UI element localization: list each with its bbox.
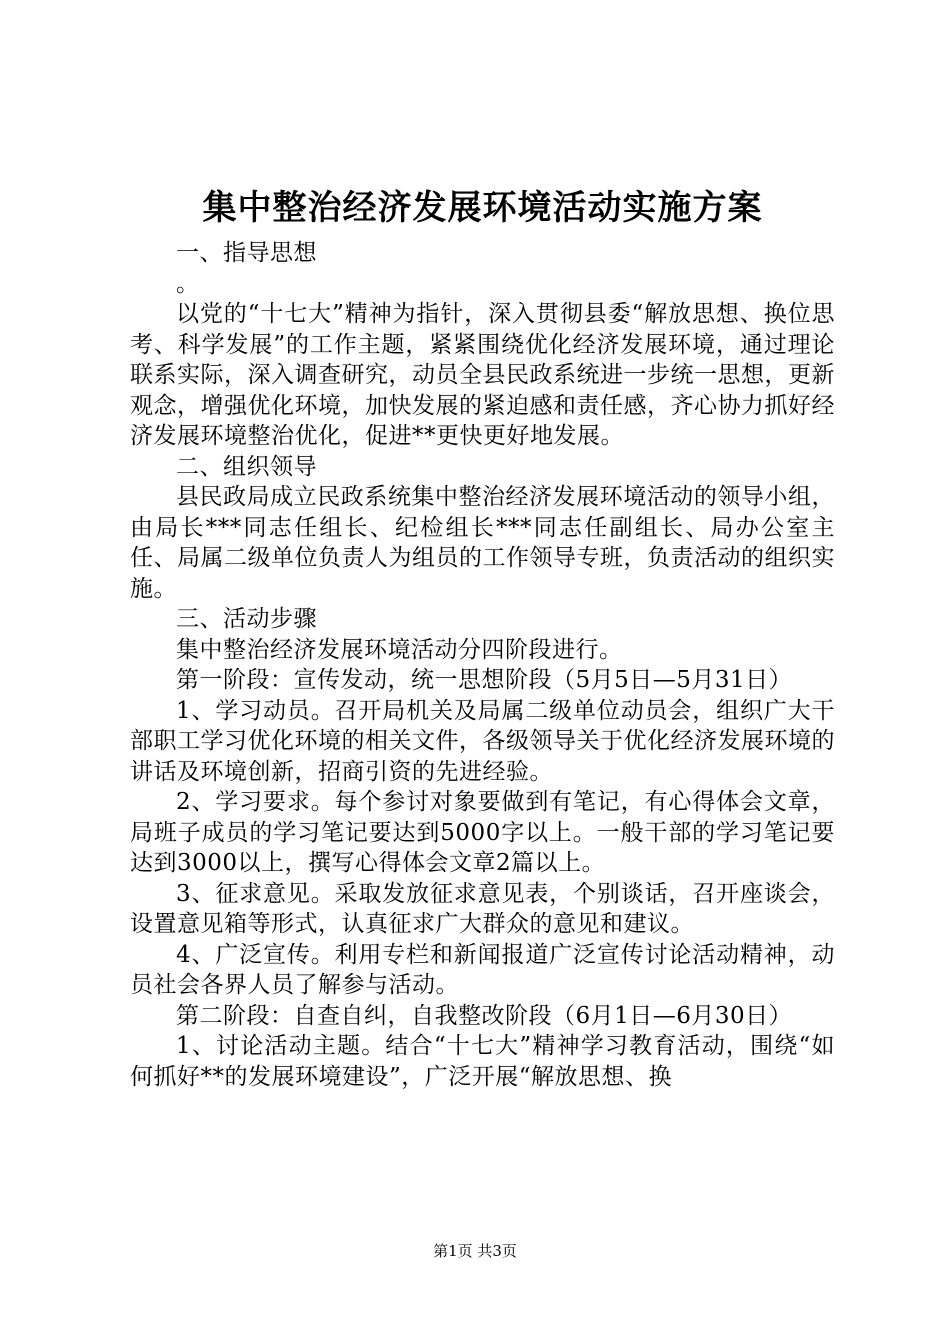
- paragraph: 2、学习要求。每个参讨对象要做到有笔记，有心得体会文章，局班子成员的学习笔记要达到5000字以上。一般干部的学习笔记要达到3000以上，撰写心得体会文章2篇以上。: [130, 789, 835, 876]
- page-footer: 第1页 共3页: [433, 1242, 517, 1260]
- paragraph: 以党的“十七大”精神为指针，深入贯彻县委“解放思想、换位思考、科学发展”的工作主题，紧紧围绕优化经济发展环境，通过理论联系实际，深入调查研究，动员全县民政系统进一步统一思想，更新观念，增强优化环境，加快发展的紧迫感和责任感，齐心协力抓好经济发展环境整治优化，促进**更快更好地发展。: [130, 301, 835, 449]
- paragraph: 3、征求意见。采取发放征求意见表，个别谈话，召开座谈会，设置意见箱等形式，认真征求广大群众的意见和建议。: [130, 880, 835, 937]
- paragraph: 集中整治经济发展环境活动分四阶段进行。: [176, 636, 623, 663]
- section-heading-steps: 三、活动步骤: [176, 606, 317, 632]
- paragraph: 。: [176, 270, 200, 297]
- section-heading-organization: 二、组织领导: [176, 453, 317, 480]
- document-title: 集中整治经济发展环境活动实施方案: [202, 188, 763, 228]
- paragraph: 4、广泛宣传。利用专栏和新闻报道广泛宣传讨论活动精神，动员社会各界人员了解参与活动。: [130, 941, 835, 998]
- paragraph: 县民政局成立民政系统集中整治经济发展环境活动的领导小组，由局长***同志任组长、纪检组长***同志任副组长、局办公室主任、局属二级单位负责人为组员的工作领导专班，负责活动的组织实施。: [130, 484, 835, 602]
- stage-heading-2: 第二阶段：自查自纠，自我整改阶段（6月1日—6月30日）: [176, 1002, 793, 1029]
- paragraph: 1、学习动员。召开局机关及局属二级单位动员会，组织广大干部职工学习优化环境的相关文件，各级领导关于优化经济发展环境的讲话及环境创新，招商引资的先进经验。: [130, 697, 835, 785]
- paragraph: 1、讨论活动主题。结合“十七大”精神学习教育活动，围绕“如何抓好**的发展环境建设”，广泛开展“解放思想、换: [130, 1033, 835, 1090]
- section-heading-guiding-thought: 一、指导思想: [176, 240, 317, 266]
- stage-heading-1: 第一阶段：宣传发动，统一思想阶段（5月5日—5月31日）: [176, 667, 793, 693]
